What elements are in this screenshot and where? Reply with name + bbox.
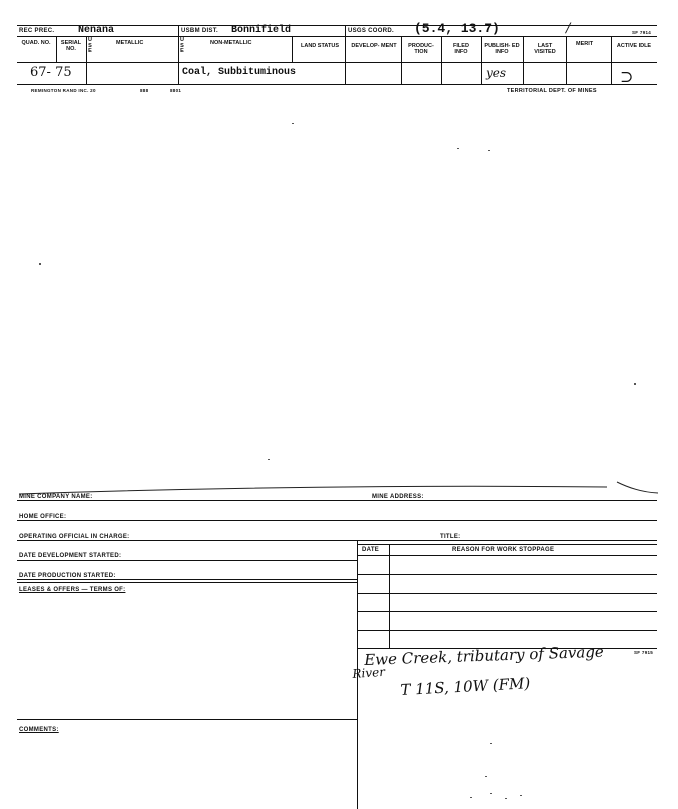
reason-column-header: REASON FOR WORK STOPPAGE — [452, 547, 555, 553]
header-use-metallic: U S E — [88, 37, 92, 54]
printer-code-1: 888 — [140, 88, 149, 93]
header-published-info: PUBLISH- ED INFO — [484, 43, 520, 55]
usgs-coord-value: (5.4, 13.7) — [414, 21, 500, 36]
quad-serial-value: 67- 75 — [30, 65, 72, 80]
title-label: TITLE: — [440, 534, 461, 540]
published-value: yes — [486, 66, 507, 80]
territorial-dept: TERRITORIAL DEPT. OF MINES — [507, 88, 597, 94]
rec-prec-label: REC PREC. — [19, 28, 55, 34]
date-column-header: DATE — [362, 547, 380, 553]
header-production: PRODUC- TION — [408, 43, 434, 55]
comments-label: COMMENTS: — [19, 727, 59, 733]
usbm-dist-label: USBM DIST. — [181, 28, 219, 34]
header-filed-info: FILED INFO — [453, 43, 469, 55]
home-office-label: HOME OFFICE: — [19, 514, 67, 520]
rec-prec-value: Nenana — [78, 25, 115, 36]
usbm-dist-value: Bonnifield — [231, 25, 292, 36]
mine-company-name-label: MINE COMPANY NAME: — [19, 494, 93, 500]
form-number-bottom: SF 7915 — [634, 650, 654, 655]
card-edge — [17, 478, 660, 500]
header-land-status: LAND STATUS — [301, 43, 339, 49]
header-non-metallic: NON-METALLIC — [210, 40, 252, 46]
header-development: DEVELOP- MENT — [351, 43, 397, 49]
merit-mark: / — [566, 21, 571, 36]
printer-imprint: REMINGTON RAND INC. 20 — [31, 88, 96, 93]
dev-started-label: DATE DEVELOPMENT STARTED: — [19, 553, 122, 559]
prod-started-label: DATE PRODUCTION STARTED: — [19, 573, 116, 579]
operating-official-label: OPERATING OFFICIAL IN CHARGE: — [19, 534, 130, 540]
header-last-visited: LAST VISITED — [534, 43, 556, 55]
handwritten-township: T 11S, 10W (FM) — [400, 674, 531, 699]
header-serial-no: SERIAL NO. — [60, 40, 82, 52]
usgs-coord-label: USGS COORD. — [348, 28, 394, 34]
handwritten-location: Ewe Creek, tributary of Savage — [364, 642, 605, 669]
printer-code-2: 8801 — [170, 88, 182, 93]
header-merit: MERIT — [576, 41, 594, 47]
form-number-top: SF 7914 — [632, 30, 652, 35]
header-use-nonmetallic: U S E — [180, 37, 184, 54]
commodity-value: Coal, Subbituminous — [182, 67, 297, 78]
handwritten-river: River — [352, 664, 386, 681]
header-active-idle: ACTIVE IDLE — [616, 43, 652, 49]
leases-label: LEASES & OFFERS — TERMS OF: — [19, 587, 126, 593]
active-mark: ⊃ — [620, 67, 634, 86]
header-metallic: METALLIC — [116, 40, 144, 46]
mine-address-label: MINE ADDRESS: — [372, 494, 424, 500]
header-quad-no: QUAD. NO. — [21, 40, 51, 46]
